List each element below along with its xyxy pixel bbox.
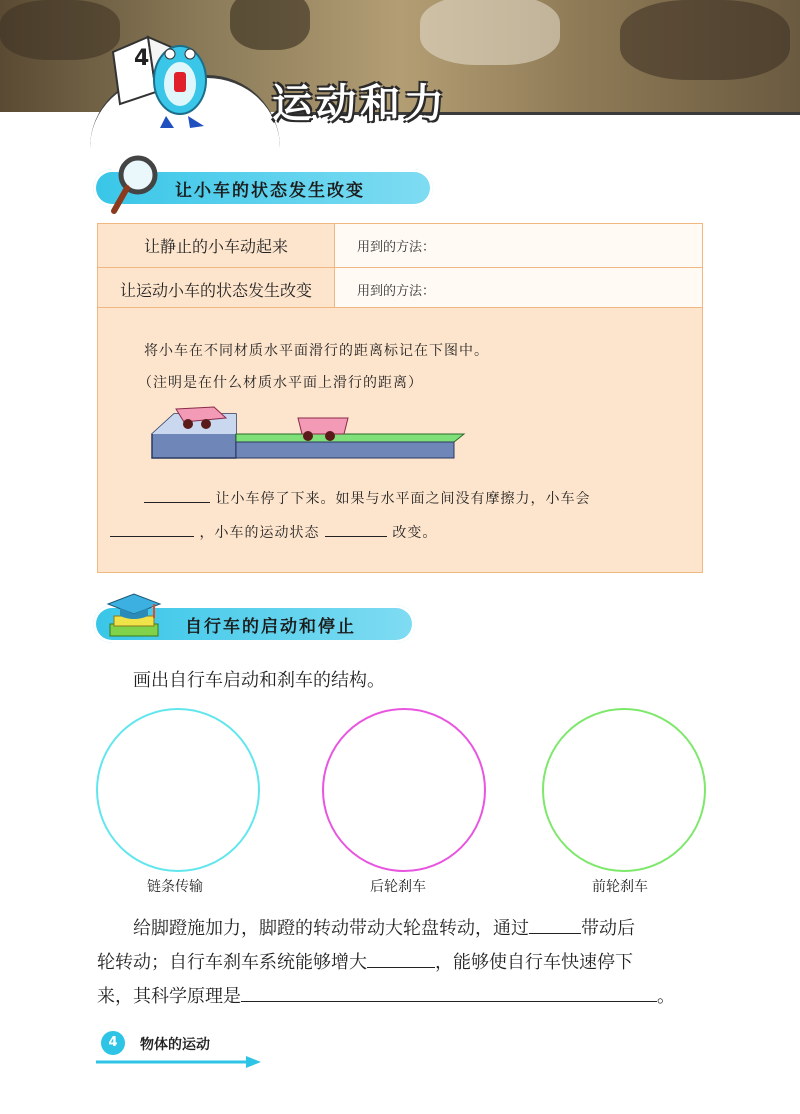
book-mascot-icon bbox=[108, 32, 218, 132]
bike-paragraph bbox=[97, 912, 707, 1014]
runner-photo-figure bbox=[420, 0, 560, 65]
para-line-2 bbox=[97, 946, 707, 980]
graduation-cap-icon bbox=[104, 588, 164, 644]
row-question: 让静止的小车动起来 bbox=[98, 224, 335, 268]
table-row bbox=[98, 224, 703, 268]
fill-text-b: ，小车的运动状态 bbox=[199, 525, 320, 541]
methods-table bbox=[97, 223, 703, 312]
page-title: 运动和力 bbox=[272, 81, 448, 127]
circle-caption-front-brake: 前轮刹车 bbox=[592, 879, 648, 895]
answer-cell[interactable]: 用到的方法： bbox=[335, 268, 703, 312]
chapter-badge-number: 4 bbox=[134, 46, 150, 71]
para-text-d: ，能够使自行车快速停下 bbox=[435, 952, 633, 973]
blank-field[interactable] bbox=[367, 947, 435, 968]
bike-prompt: 画出自行车启动和刹车的结构。 bbox=[133, 670, 385, 691]
circle-caption-chain: 链条传输 bbox=[147, 879, 203, 895]
footer-arrow-icon bbox=[96, 1056, 261, 1068]
section-1-title: 让小车的状态发生改变 bbox=[175, 181, 365, 201]
para-text-f: 。 bbox=[657, 986, 675, 1007]
para-text-b: 带动后 bbox=[581, 918, 635, 939]
answer-cell[interactable]: 用到的方法： bbox=[335, 224, 703, 268]
fill-in-line-1 bbox=[144, 488, 590, 508]
section-2-title: 自行车的启动和停止 bbox=[185, 617, 356, 637]
blank-field[interactable] bbox=[325, 522, 387, 537]
magnifier-icon bbox=[108, 153, 164, 215]
blank-field[interactable] bbox=[110, 522, 194, 537]
para-line-1 bbox=[97, 912, 707, 946]
blank-field[interactable] bbox=[529, 913, 581, 934]
page-number: 4 bbox=[101, 1031, 125, 1055]
table-row bbox=[98, 268, 703, 312]
blank-field[interactable] bbox=[144, 488, 210, 503]
drawing-circle-chain[interactable] bbox=[96, 708, 260, 872]
para-text-a: 给脚蹬施加力，脚蹬的转动带动大轮盘转动，通过 bbox=[133, 918, 529, 939]
experiment-box bbox=[97, 307, 703, 573]
fill-text-a: 让小车停了下来。如果与水平面之间没有摩擦力，小车会 bbox=[215, 491, 591, 507]
runner-photo-figure bbox=[0, 0, 120, 60]
ramp-cart-illustration bbox=[148, 404, 468, 464]
row-question: 让运动小车的状态发生改变 bbox=[98, 268, 335, 312]
runner-photo-figure bbox=[620, 0, 790, 80]
para-line-3 bbox=[97, 980, 707, 1014]
para-text-e: 来，其科学原理是 bbox=[97, 986, 241, 1007]
drawing-circle-front-brake[interactable] bbox=[542, 708, 706, 872]
blank-field[interactable] bbox=[241, 981, 657, 1002]
experiment-note: （注明是在什么材质水平面上滑行的距离） bbox=[138, 375, 423, 391]
experiment-instruction: 将小车在不同材质水平面滑行的距离标记在下图中。 bbox=[144, 343, 489, 359]
fill-in-line-2 bbox=[110, 522, 437, 542]
para-text-c: 轮转动；自行车刹车系统能够增大 bbox=[97, 952, 367, 973]
fill-text-c: 改变。 bbox=[392, 525, 438, 541]
footer-chapter: 物体的运动 bbox=[140, 1037, 210, 1053]
drawing-circle-rear-brake[interactable] bbox=[322, 708, 486, 872]
runner-photo-figure bbox=[230, 0, 310, 50]
circle-caption-rear-brake: 后轮刹车 bbox=[370, 879, 426, 895]
